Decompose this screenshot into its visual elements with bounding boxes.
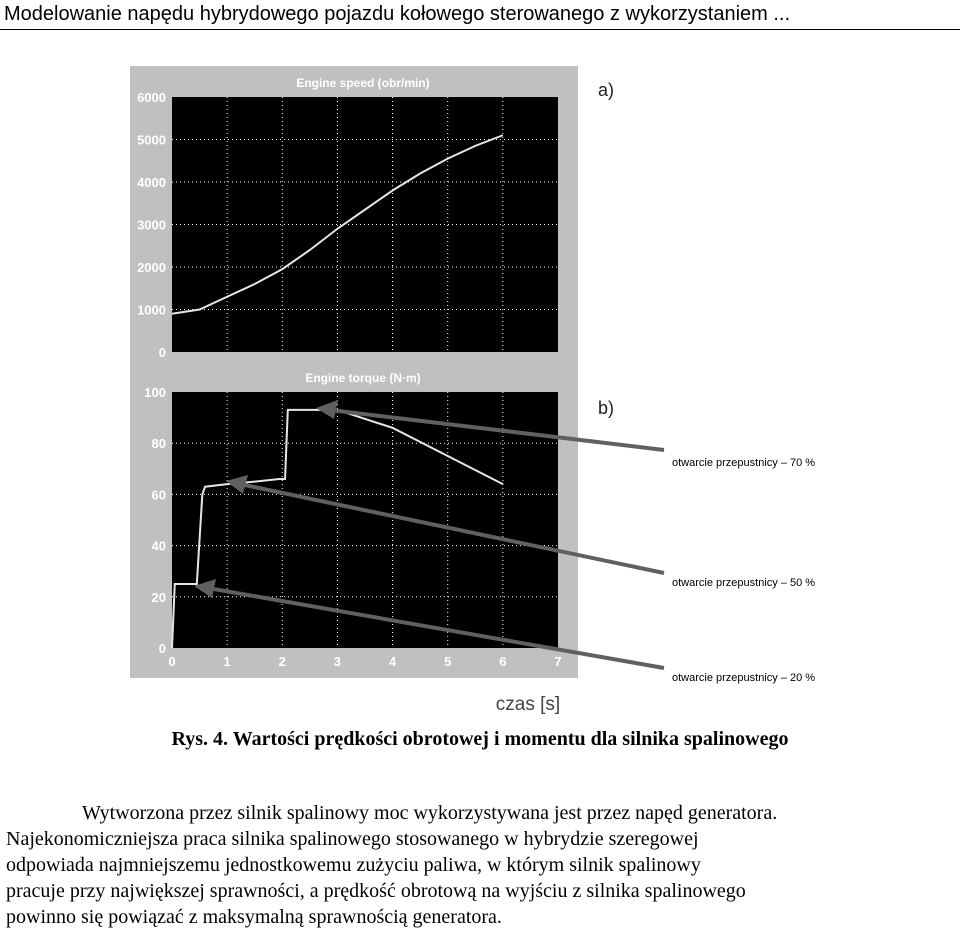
torque-y-tick-label: 40 xyxy=(151,538,166,554)
running-title: Modelowanie napędu hybrydowego pojazdu kołowego sterowanego z wykorzystaniem ... xyxy=(4,3,791,25)
torque-x-tick-label: 4 xyxy=(388,654,397,669)
torque-y-tick-label: 80 xyxy=(151,436,166,452)
speed-y-tick-label: 5000 xyxy=(137,132,166,148)
annotation-50-label: otwarcie przepustnicy – 50 % xyxy=(672,577,816,589)
annotation-20-label: otwarcie przepustnicy – 20 % xyxy=(672,672,816,684)
torque-chart-title: Engine torque (N·m) xyxy=(305,371,421,385)
speed-chart-title: Engine speed (obr/min) xyxy=(296,76,430,90)
torque-x-tick-label: 6 xyxy=(499,654,507,669)
torque-x-tick-label: 5 xyxy=(444,654,452,669)
speed-y-tick-label: 4000 xyxy=(137,175,166,190)
speed-y-tick-label: 0 xyxy=(158,345,166,360)
figure-caption: Rys. 4. Wartości prędkości obrotowej i momentu dla silnika spalinowego xyxy=(171,728,789,750)
torque-y-tick-label: 60 xyxy=(151,487,166,503)
annotation-70-label: otwarcie przepustnicy – 70 % xyxy=(672,457,816,469)
speed-y-axis-label: Prędkość obrotowa [obr/min] xyxy=(107,110,124,334)
torque-x-tick-label: 1 xyxy=(223,654,231,669)
body-line-3: odpowiada najmniejszemu jednostkowemu zużyciu paliwa, w którym silnik spalinowy xyxy=(6,854,701,876)
panel-b-label: b) xyxy=(598,398,615,418)
body-line-2: Najekonomiczniejsza praca silnika spalinowego stosowanego w hybrydzie szeregowej xyxy=(6,828,699,850)
torque-y-tick-label: 20 xyxy=(151,589,166,605)
body-paragraph xyxy=(6,800,954,930)
body-line-1: Wytworzona przez silnik spalinowy moc wykorzystywana jest przez napęd generatora. xyxy=(82,802,778,824)
torque-x-tick-label: 0 xyxy=(168,654,176,669)
x-axis-label: czas [s] xyxy=(495,694,561,715)
torque-y-axis-label: Moment obrotowy [Nm] xyxy=(107,450,124,630)
torque-x-tick-label: 7 xyxy=(554,654,562,669)
body-line-5: powinno się powiązać z maksymalną sprawnością generatora. xyxy=(6,906,502,928)
panel-a-label: a) xyxy=(598,80,615,100)
speed-y-tick-label: 3000 xyxy=(137,217,166,233)
torque-y-tick-label: 0 xyxy=(158,641,166,656)
speed-y-tick-label: 2000 xyxy=(137,260,166,275)
torque-x-tick-label: 2 xyxy=(278,654,286,669)
torque-x-tick-label: 3 xyxy=(333,654,342,669)
torque-y-tick-label: 100 xyxy=(144,385,166,400)
speed-y-tick-label: 6000 xyxy=(137,90,166,105)
speed-y-tick-label: 1000 xyxy=(137,302,166,318)
body-line-4: pracuje przy największej sprawności, a prędkość obrotową na wyjściu z silnika spalinowego xyxy=(6,880,746,902)
